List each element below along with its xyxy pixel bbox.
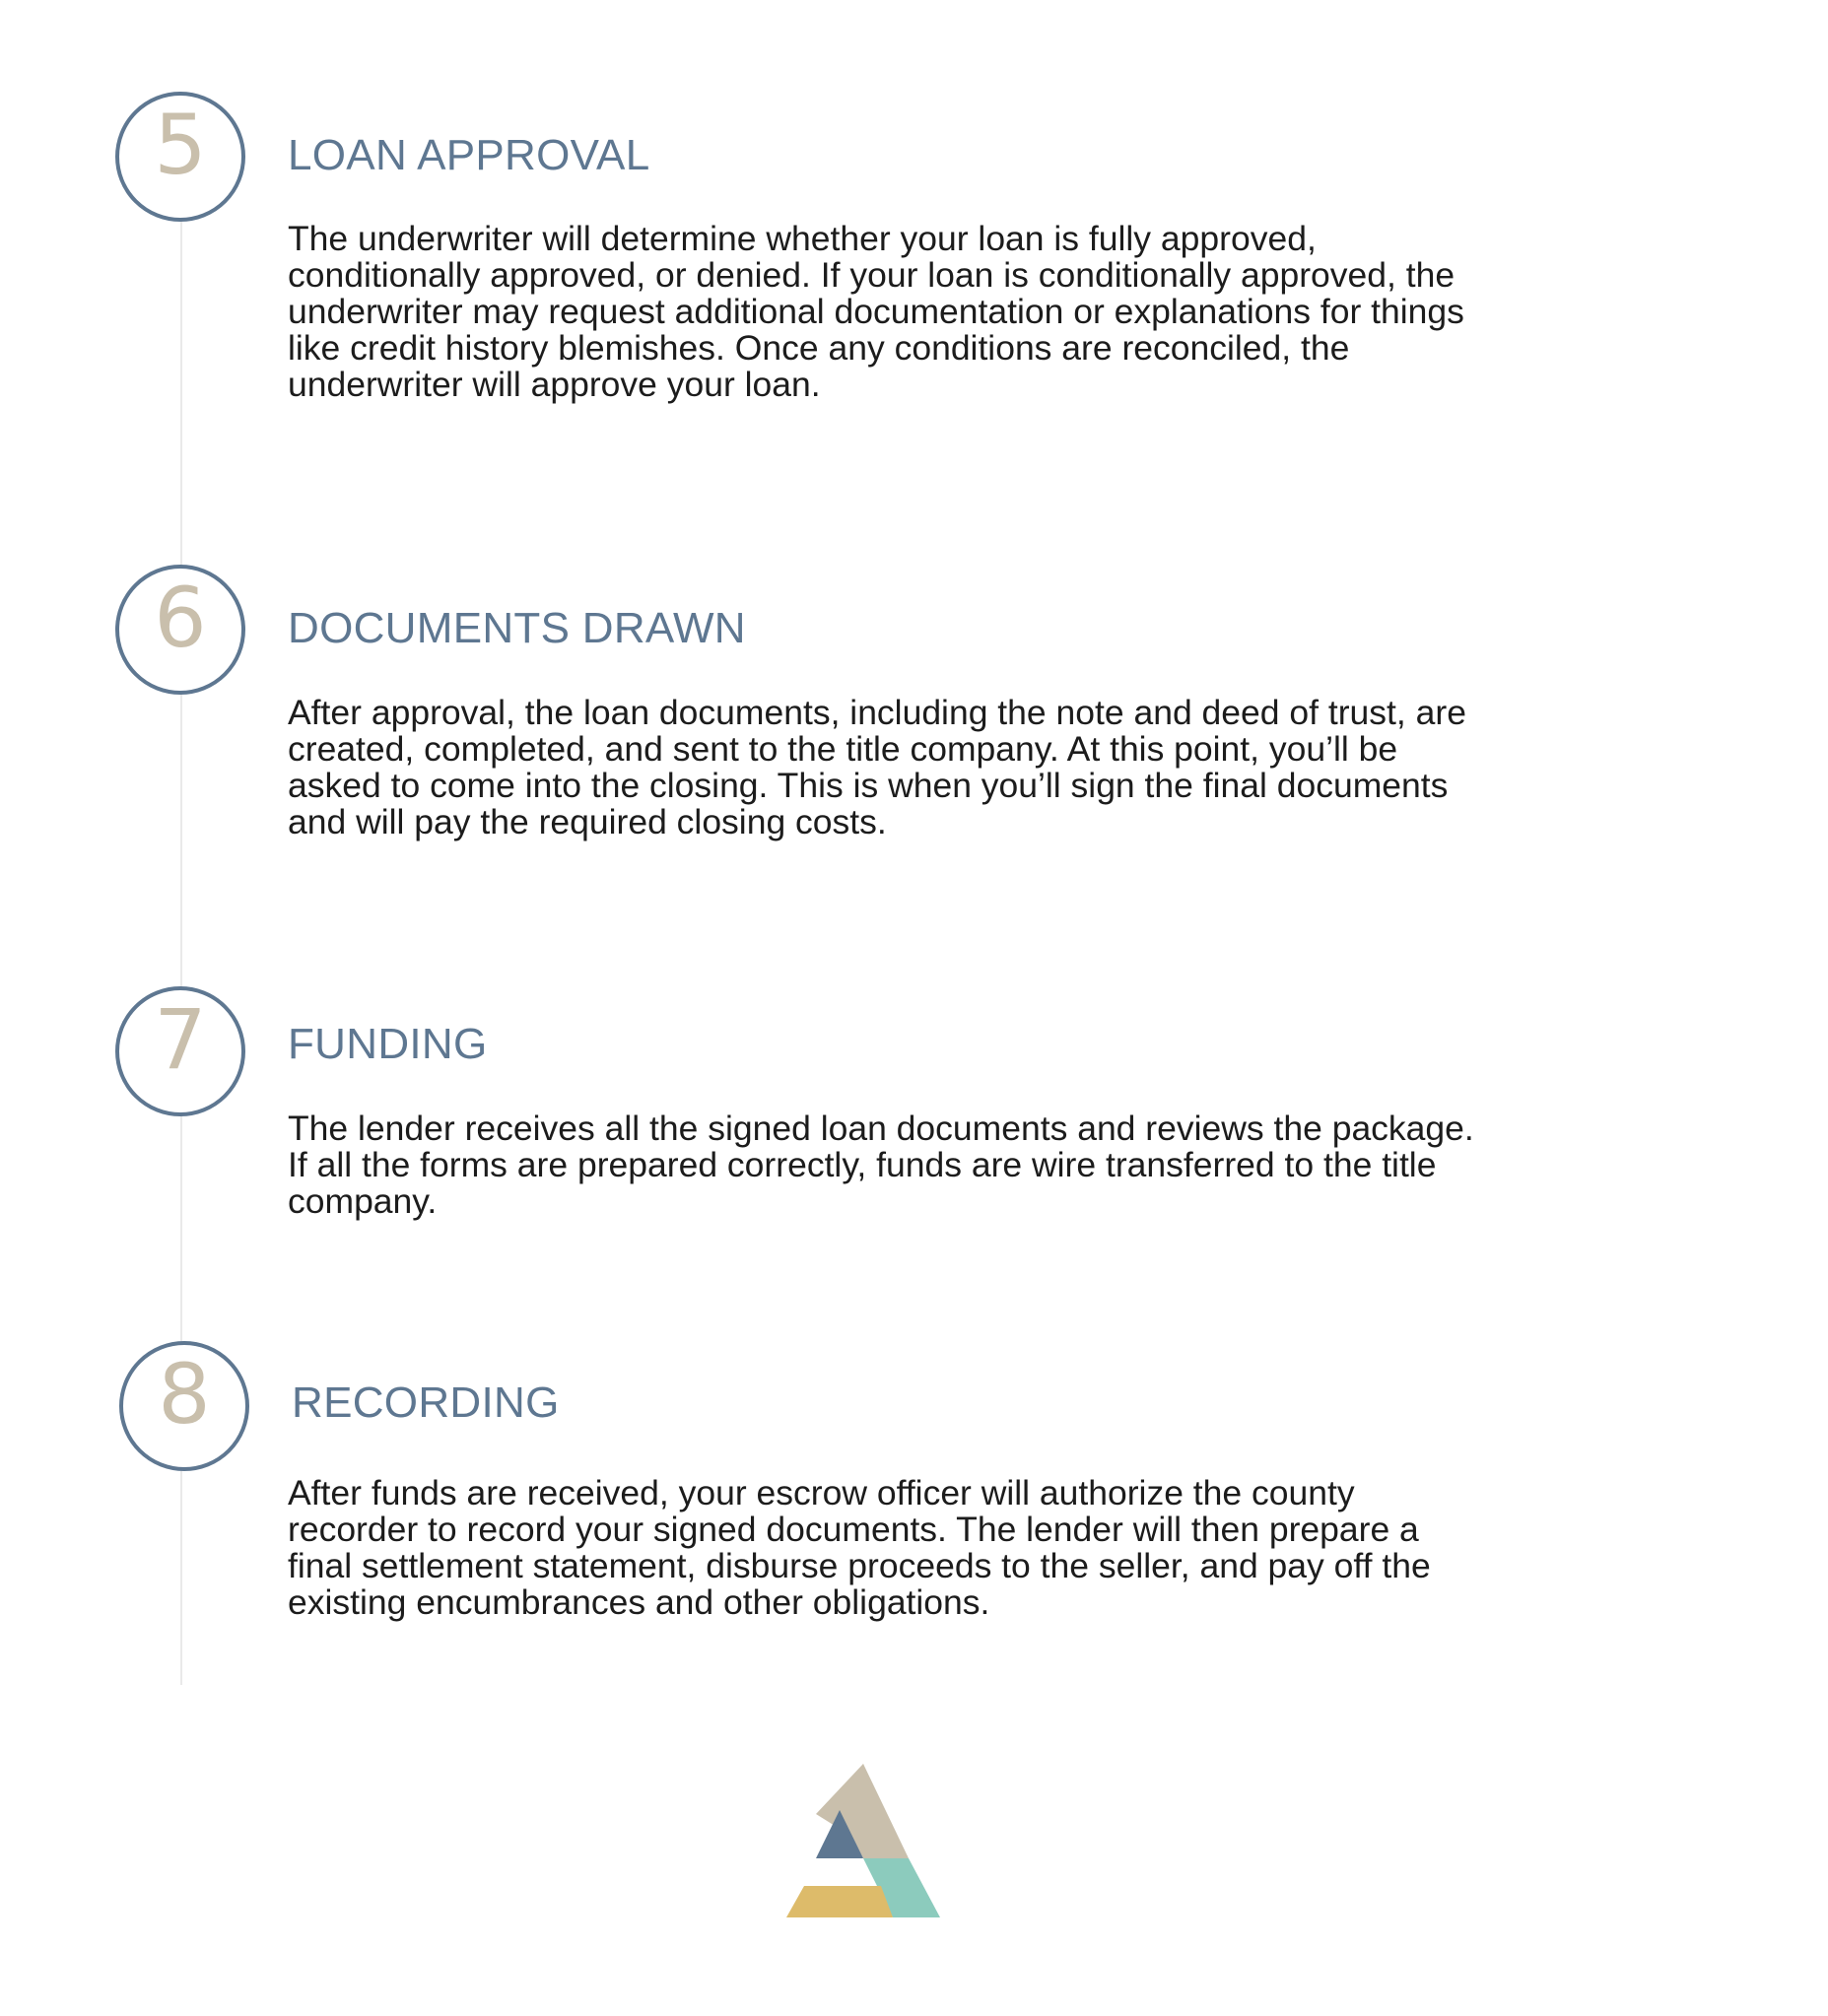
step-body-line: After funds are received, your escrow officer will authorize the county (288, 1473, 1355, 1512)
step-body-line: created, completed, and sent to the title company. At this point, you’ll be (288, 729, 1398, 769)
step-title: FUNDING (288, 1020, 488, 1068)
step-number-circle (115, 565, 245, 695)
step-number-circle (119, 1341, 249, 1471)
step-body-line: recorder to record your signed documents. The lender will then prepare a (288, 1510, 1419, 1549)
logo-gold-shape (786, 1886, 893, 1917)
step-number: 5 (154, 97, 207, 193)
step-number: 7 (154, 991, 207, 1088)
step-body-line: existing encumbrances and other obligations. (288, 1582, 990, 1622)
step-title: RECORDING (292, 1378, 560, 1427)
step-body-line: If all the forms are prepared correctly, funds are wire transferred to the title (288, 1145, 1437, 1184)
step-title: LOAN APPROVAL (288, 131, 650, 179)
step-body-line: After approval, the loan documents, including the note and deed of trust, are (288, 693, 1466, 732)
step-body-line: underwriter may request additional documentation or explanations for things (288, 292, 1464, 331)
step-number: 8 (158, 1346, 211, 1443)
step-body-line: asked to come into the closing. This is when you’ll sign the final documents (288, 766, 1449, 805)
step-number: 6 (154, 570, 207, 666)
step-body (288, 1110, 1608, 1220)
step-title: DOCUMENTS DRAWN (288, 604, 746, 652)
step-body-line: company. (288, 1181, 438, 1221)
step-body (288, 695, 1608, 840)
step-body (288, 1475, 1608, 1621)
step-number-circle (115, 986, 245, 1116)
step-body-line: underwriter will approve your loan. (288, 365, 821, 404)
step-body-line: conditionally approved, or denied. If your loan is conditionally approved, the (288, 255, 1456, 295)
step-body-line: and will pay the required closing costs. (288, 802, 887, 841)
triangle-logo-icon (786, 1764, 940, 1917)
step-body-line: The underwriter will determine whether your loan is fully approved, (288, 219, 1317, 258)
step-body-line: The lender receives all the signed loan documents and reviews the package. (288, 1109, 1474, 1148)
step-body (288, 221, 1608, 403)
step-number-circle (115, 92, 245, 222)
step-body-line: like credit history blemishes. Once any conditions are reconciled, the (288, 328, 1350, 368)
step-body-line: final settlement statement, disburse proceeds to the seller, and pay off the (288, 1546, 1431, 1585)
